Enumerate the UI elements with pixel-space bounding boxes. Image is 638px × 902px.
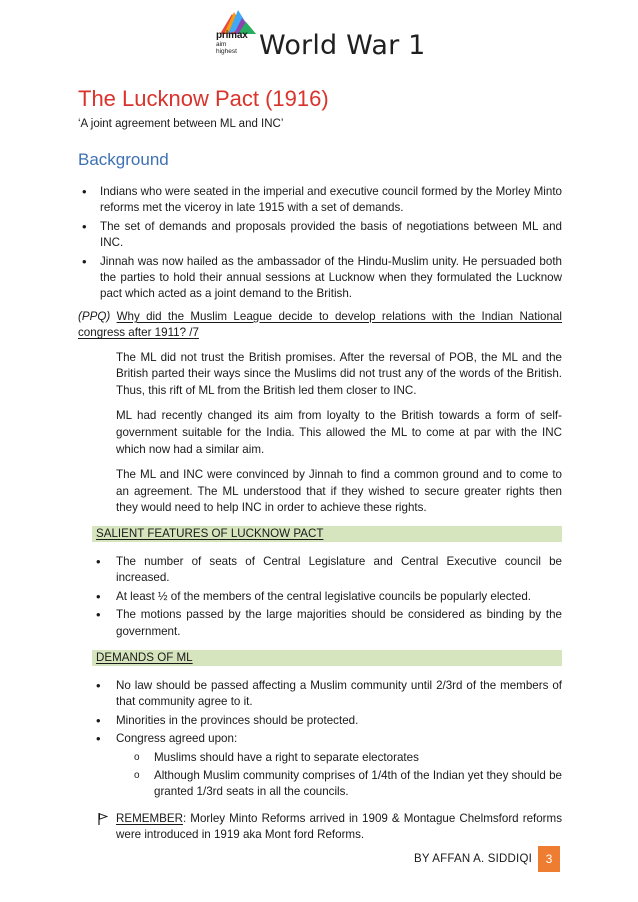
- features-heading: SALIENT FEATURES OF LUCKNOW PACT: [96, 527, 324, 540]
- feature-bullet: • The motions passed by the large majorities should be considered as binding by the government.: [78, 607, 562, 640]
- ppq-answers: [116, 350, 562, 517]
- ppq-question-text: Why did the Muslim League decide to develop relations with the Indian National congress after 1911? /7: [78, 309, 562, 340]
- background-heading: Background: [78, 150, 169, 169]
- document-subtitle: ‘A joint agreement between ML and INC’: [78, 118, 284, 130]
- demand-bullet: [78, 731, 562, 801]
- page-number: 3: [538, 846, 560, 872]
- background-bullet: • Indians who were seated in the imperial and executive council formed by the Morley Minto reforms met the viceroy in late 1915 with a set of demands.: [78, 184, 562, 217]
- background-bullet: • Jinnah was now hailed as the ambassador of the Hindu-Muslim unity. He persuaded both the parties to hold their annual sessions at Lucknow when they formulated the Lucknow pact which acted as a joint demand to the British.: [78, 254, 562, 303]
- ppq-answer-paragraph: The ML and INC were convinced by Jinnah to find a common ground and to come to an agreement. The ML understood that if they wished to secure greater rights then they would need to help INC in order to achieve these rights.: [116, 468, 562, 515]
- demand-sub-bullet: o Muslims should have a right to separate electorates: [116, 750, 562, 766]
- background-bullet: • The set of demands and proposals provided the basis of negotiations between ML and INC.: [78, 219, 562, 252]
- ppq-tag: (PPQ): [78, 309, 111, 323]
- logo-brand-text: primax: [216, 30, 248, 41]
- page-footer: [0, 846, 638, 872]
- remember-label: REMEMBER: [116, 811, 183, 825]
- header-title: World War 1: [259, 30, 426, 61]
- demand-bullet: • Minorities in the provinces should be protected.: [78, 713, 562, 729]
- features-list: [78, 554, 562, 640]
- features-heading-band: [92, 526, 562, 542]
- feature-bullet: • At least ½ of the members of the central legislative councils be popularly elected.: [78, 589, 562, 605]
- remember-text: : Morley Minto Reforms arrived in 1909 & Montague Chelmsford reforms were introduced in 1919 aka Mont ford Reforms.: [116, 811, 562, 842]
- remember-note: [78, 811, 562, 844]
- demands-list: [78, 678, 562, 801]
- demands-heading: DEMANDS OF ML: [96, 651, 193, 665]
- demand-sub-bullet: o Although Muslim community comprises of 1/4th of the Indian yet they should be granted 1/3rd seats in all the councils.: [116, 768, 562, 801]
- footer-author: BY AFFAN A. SIDDIQI: [414, 853, 532, 865]
- ppq-question: [78, 309, 562, 342]
- demand-bullet-text: Congress agreed upon:: [116, 732, 238, 746]
- document-title: The Lucknow Pact (1916): [78, 86, 329, 111]
- background-list: [78, 184, 562, 303]
- page-header: [0, 0, 638, 66]
- logo-tagline-aim: aim: [216, 41, 227, 48]
- demands-heading-band: [92, 650, 562, 666]
- ppq-answer-paragraph: The ML did not trust the British promises. After the reversal of POB, the ML and the British parted their ways since the Muslims did not trust any of the words of the British. Thus, this rift of ML from the British led them closer to INC.: [116, 350, 562, 397]
- flag-icon: [98, 813, 108, 825]
- feature-bullet: • The number of seats of Central Legislature and Central Executive council be increased.: [78, 554, 562, 587]
- page-content: [78, 86, 562, 844]
- logo-tagline-highest: highest: [216, 48, 237, 55]
- demand-bullet: • No law should be passed affecting a Muslim community until 2/3rd of the members of that community agree to it.: [78, 678, 562, 711]
- ppq-answer-paragraph: ML had recently changed its aim from loyalty to the British towards a form of self-government suitable for the India. This allowed the ML to come at par with the INC which now had a similar aim.: [116, 409, 562, 456]
- primax-logo: [214, 8, 262, 58]
- congress-agreed-sublist: [116, 750, 562, 801]
